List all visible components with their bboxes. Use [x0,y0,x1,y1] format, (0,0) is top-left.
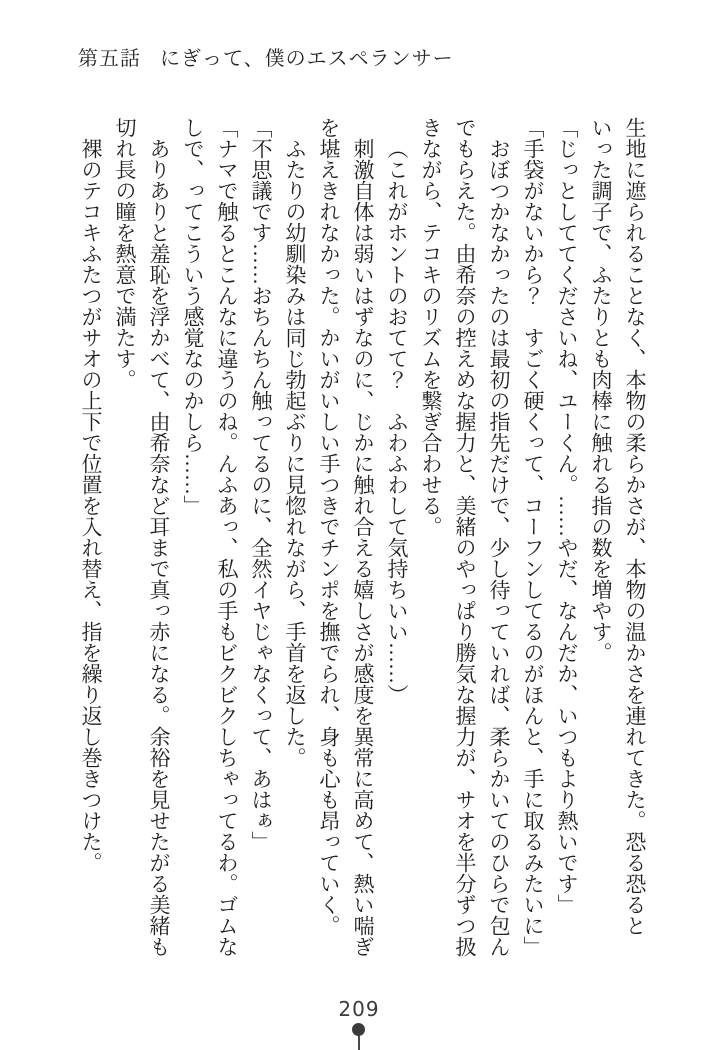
paragraph: 「ナマで触るとこんなに違うのね。んふあっ、私の手もビクビクしちゃってるわ。ゴムなしで、ってこういう感覚なのかしら……」 [181,117,239,957]
body-text [74,117,652,957]
paragraph: （これがホントのおてて？ ふわふわして気持ちいい……） [385,138,409,705]
paragraph: 生地に遮られることなく、本物の柔らかさが、本物の温かさを連れてきた。恐る恐るといった調子で、ふたりとも肉棒に触れる指の数を増やす。 [589,117,647,936]
chapter-header [78,42,454,71]
chapter-number: 第五話 [78,48,141,70]
paragraph: 「手袋がないから？ すごく硬くって、コーフンしてるのがほんと、手に取るみたいに」 [521,117,545,957]
pin-dot [352,1023,365,1036]
paragraph: 裸のテコキふたつがサオの上下で位置を入れ替え、指を繰り返し巻きつけた。 [79,138,103,873]
paragraph: ふたりの幼馴染みは同じ勃起ぶりに見惚れながら、手首を返した。 [283,138,307,768]
page-number: 209 [338,997,380,1021]
paragraph: おぼつかなかったのは最初の指先だけで、少し待っていれば、柔らかいてのひらで包んでもらえた。由希奈の控えめな握力と、美緒のやっぱり勝気な握力が、サオを半分ずつ扱きながら、テコキのリズムを繋ぎ合わせる。 [419,117,511,957]
chapter-title: にぎって、僕のエスペランサー [160,48,454,70]
paragraph: 「じっとしててくださいね、ユーくん。……やだ、なんだか、いつもより熱いです」 [555,117,579,915]
paragraph: 刺激自体は弱いはずなのに、じかに触れ合える嬉しさが感度を異常に高めて、熱い喘ぎを堪えきれなかった。かいがいしい手つきでチンポを撫でられ、身も心も昂っていく。 [317,117,375,957]
pin-dot-icon [351,1023,367,1050]
paragraph: 「不思議です……おちんちん触ってるのに、全然イヤじゃなくって、あはぁ」 [249,117,273,852]
paragraph: ありありと羞恥を浮かべて、由希奈など耳まで真っ赤になる。余裕を見せたがる美緒も切れ長の瞳を熱意で満たす。 [113,117,171,957]
